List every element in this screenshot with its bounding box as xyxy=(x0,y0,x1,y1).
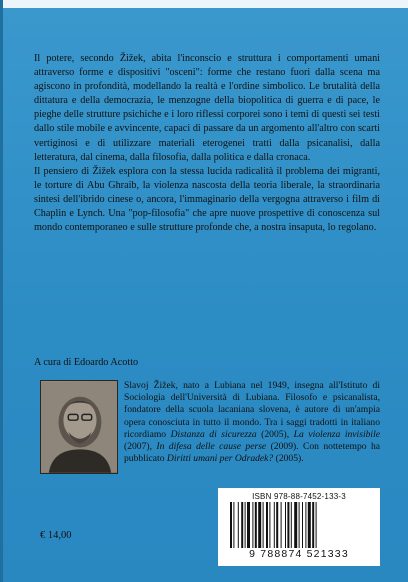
ean-digits: 9 788874 521333 xyxy=(249,548,349,560)
book-title: La violenza invisibile xyxy=(293,428,381,440)
author-portrait-image xyxy=(41,381,117,473)
book-title: In difesa delle cause perse xyxy=(156,441,267,453)
blurb-paragraph: Il potere, secondo Žižek, abita l'inconscio e struttura i comportamenti umani attraverso forme e dispositivi "osceni": forme che restano fuori dalla scena ma agiscono in profondità, modellando la realtà e l'ordine simbolico. Le brutalità della dittatura e della democrazia, le menzogne della biopolitica di guerra e di pace, le pieghe delle strutture psichiche e i loro riflessi corporei sono i temi di questi sei testi dallo stile mobile e avvincente, capaci di passare da un argomento all'altro con scarti vertiginosi e di utilizzare materiali eterogenei tratti dalla psicanalisi, dalla letteratura, dal cinema, dalla filosofia, dalla politica e dalla cronaca. xyxy=(34,53,380,163)
barcode-label xyxy=(218,488,380,566)
bio-text: (2009). Con nottetempo ha pubblicato xyxy=(124,441,381,465)
bio-text: (2005), xyxy=(256,428,294,440)
back-cover-blurb xyxy=(34,52,380,235)
isbn-number: ISBN 978-88-7452-133-3 xyxy=(252,492,346,501)
bio-text: (2007), xyxy=(124,441,157,453)
blurb-paragraph: Il pensiero di Žižek esplora con la stessa lucida radicalità il problema dei migranti, le torture di Abu Ghraib, la violenza nascosta della teoria liberale, la straordinaria sintesi dell'ibrido cinese o, ancora, l'immaginario della vergogna attraverso i film di Chaplin e Lynch. Una "pop-filosofia" che apre nuove prospettive di conoscenza sul mondo contemporaneo e sulle strutture profonde che, a nostra insaputa, lo regolano. xyxy=(34,165,380,234)
book-title: Diritti umani per Odradek? xyxy=(166,453,274,465)
book-title: Distanza di sicurezza xyxy=(170,428,257,440)
barcode-icon xyxy=(228,502,370,548)
author-photo xyxy=(40,380,118,474)
bio-text: Slavoj Žižek, nato a Lubiana nel 1949, insegna all'Istituto di Sociologia dell'Università di Lubiana. Filosofo e psicanalista, fondatore della scuola lacaniana slovena, è autore di un'ampia opera conosciuta in tutto il mondo. Tra i saggi tradotti in italiano ricordiamo xyxy=(124,380,380,440)
curator-credit: A cura di Edoardo Acotto xyxy=(34,357,139,368)
author-bio xyxy=(124,380,380,465)
price-label: € 14,00 xyxy=(40,530,72,541)
bio-text: (2005). xyxy=(273,453,304,465)
